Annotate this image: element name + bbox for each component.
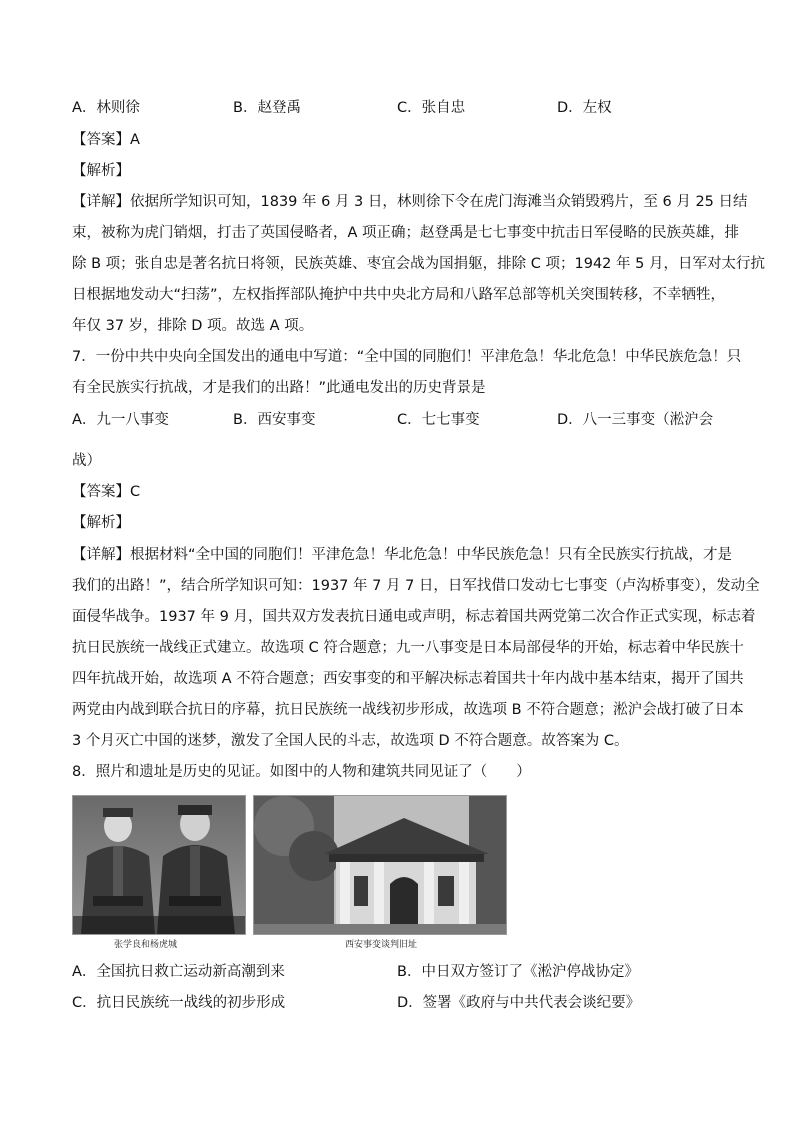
q8-option-c: C．抗日民族统一战线的初步形成 <box>72 995 286 1011</box>
q7-stem-line: 7．一份中共中央向全国发出的通电中写道：“全中国的同胞们！平津危急！华北危急！中华民族危急！只 <box>72 349 742 365</box>
q6-option-d: D．左权 <box>557 100 612 116</box>
q6-detail-line: 束，被称为虎门销烟，打击了英国侵略者，A 项正确；赵登禹是七七事变中抗击日军侵略的民族英雄，排 <box>72 225 740 241</box>
q7-detail-line: 四年抗战开始，故选项 A 不符合题意；西安事变的和平解决标志着国共十年内战中基本结束，揭开了国共 <box>72 671 744 687</box>
q8-option-b: B．中日双方签订了《淞沪停战协定》 <box>397 964 639 980</box>
q7-detail-line: 面侵华战争。1937 年 9 月，国共双方发表抗日通电或声明，标志着国共两党第二次合作正式实现，标志着 <box>72 609 756 625</box>
q8-option-a: A．全国抗日救亡运动新高潮到来 <box>72 964 285 980</box>
q8-option-d: D．签署《政府与中共代表会谈纪要》 <box>397 995 641 1011</box>
q7-detail-line: 【详解】根据材料“全中国的同胞们！平津危急！华北危急！中华民族危急！只有全民族实行抗战，才是 <box>72 547 733 563</box>
photo-building-image <box>254 796 506 934</box>
q7-option-d: D．八一三事变（淞沪会 <box>557 412 714 428</box>
q7-option-a: A．九一八事变 <box>72 412 169 428</box>
q6-option-a: A．林则徐 <box>72 100 140 116</box>
q7-option-b: B．西安事变 <box>233 412 316 428</box>
q6-answer: 【答案】A <box>72 132 140 148</box>
q7-option-c: C．七七事变 <box>397 412 480 428</box>
q7-analysis-label: 【解析】 <box>72 515 130 531</box>
q6-detail-line: 【详解】依据所学知识可知，1839 年 6 月 3 日，林则徐下令在虎门海滩当众销毁鸦片，至 6 月 25 日结 <box>72 194 748 210</box>
caption-right: 西安事变谈判旧址 <box>345 940 418 950</box>
q7-answer: 【答案】C <box>72 484 141 500</box>
q7-detail-line: 两党由内战到联合抗日的序幕，抗日民族统一战线初步形成，故选项 B 不符合题意；淞沪会战打破了日本 <box>72 702 744 718</box>
q7-detail-line: 3 个月灭亡中国的迷梦，激发了全国人民的斗志，故选项 D 不符合题意。故答案为 C。 <box>72 733 629 749</box>
caption-left: 张学良和杨虎城 <box>114 940 178 950</box>
q6-option-b: B．赵登禹 <box>233 100 301 116</box>
q7-detail-line: 我们的出路！”，结合所学知识可知：1937 年 7 月 7 日，日军找借口发动七七事变（卢沟桥事变），发动全 <box>72 578 760 594</box>
q7-option-d-continued: 战） <box>72 453 101 469</box>
q6-detail-line: 日根据地发动大“扫荡”，左权指挥部队掩护中共中央北方局和八路军总部等机关突围转移，不幸牺牲， <box>72 287 726 303</box>
photo-xian-building <box>253 795 507 935</box>
photo-two-men-image <box>73 796 245 934</box>
photo-zhang-yang <box>72 795 246 935</box>
q6-detail-line: 除 B 项；张自忠是著名抗日将领，民族英雄、枣宜会战为国捐躯，排除 C 项；1942 年 5 月，日军对太行抗 <box>72 256 765 272</box>
q7-stem-line: 有全民族实行抗战，才是我们的出路！”此通电发出的历史背景是 <box>72 380 486 396</box>
q6-option-c: C．张自忠 <box>397 100 466 116</box>
q6-analysis-label: 【解析】 <box>72 163 130 179</box>
q6-detail-line: 年仅 37 岁，排除 D 项。故选 A 项。 <box>72 318 314 334</box>
q7-detail-line: 抗日民族统一战线正式建立。故选项 C 符合题意；九一八事变是日本局部侵华的开始，标志着中华民族十 <box>72 640 744 656</box>
q8-stem: 8．照片和遗址是历史的见证。如图中的人物和建筑共同见证了（ ） <box>72 764 531 780</box>
